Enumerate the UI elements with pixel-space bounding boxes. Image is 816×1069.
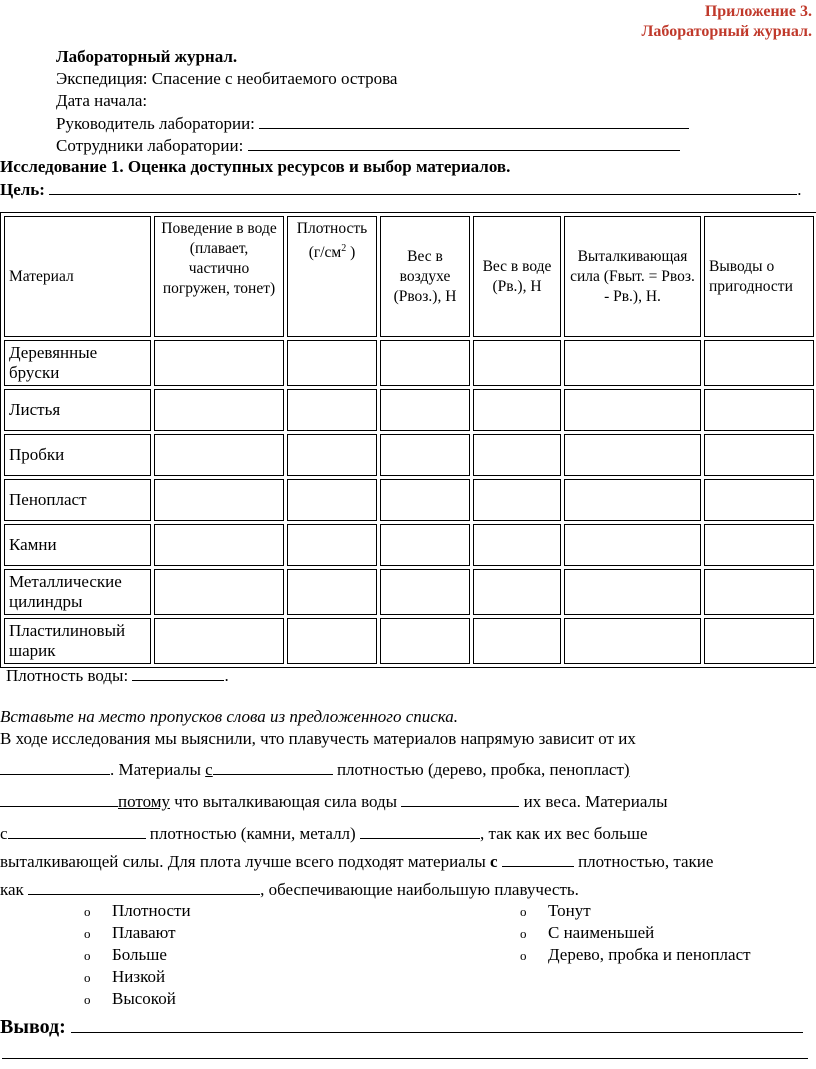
cell-input[interactable] xyxy=(704,618,814,664)
cell-input[interactable] xyxy=(564,524,701,566)
table-row xyxy=(4,524,814,566)
instruction-text: Вставьте на место пропусков слова из предложенного списка. xyxy=(0,707,459,726)
conclusion-extra-line[interactable] xyxy=(2,1058,808,1059)
lab-staff-field[interactable] xyxy=(248,134,680,151)
blank-5[interactable] xyxy=(8,822,146,839)
cell-input[interactable] xyxy=(473,434,561,476)
cell-input[interactable] xyxy=(704,340,814,386)
list-item: o Дерево, пробка и пенопласт xyxy=(520,945,751,964)
cell-input[interactable] xyxy=(154,340,284,386)
cell-input[interactable] xyxy=(380,569,470,615)
table-header-row xyxy=(4,216,814,337)
cell-input[interactable] xyxy=(154,389,284,431)
cell-input[interactable] xyxy=(287,479,377,521)
row-material: Пенопласт xyxy=(4,479,151,521)
goal-line: Цель: . xyxy=(0,180,802,199)
cell-input[interactable] xyxy=(380,479,470,521)
cell-input[interactable] xyxy=(564,618,701,664)
row-material: Пластилиновый шарик xyxy=(4,618,151,664)
cell-input[interactable] xyxy=(380,618,470,664)
lab-staff-line xyxy=(56,134,680,157)
cell-input[interactable] xyxy=(473,389,561,431)
start-date-line: Дата начала: xyxy=(56,91,148,110)
goal-field[interactable] xyxy=(49,178,797,195)
cell-input[interactable] xyxy=(704,434,814,476)
cell-input[interactable] xyxy=(704,524,814,566)
water-density-field[interactable] xyxy=(132,664,224,681)
cell-input[interactable] xyxy=(704,479,814,521)
cell-input[interactable] xyxy=(473,524,561,566)
header-density: Плотность ($г/см^2$ ) xyxy=(287,216,377,337)
list-item: o Плавают xyxy=(84,923,176,942)
cell-input[interactable] xyxy=(287,340,377,386)
table-row xyxy=(4,569,814,615)
cell-input[interactable] xyxy=(287,434,377,476)
lab-head-label: Руководитель лаборатории: xyxy=(56,114,255,133)
paragraph-line-3: потому что выталкивающая сила воды их веса. Материалы xyxy=(0,790,668,813)
row-material: Деревянные бруски xyxy=(4,340,151,386)
header-buoyant-force: Выталкивающая сила (Fвыт. = Рвоз. - Рв.), Н. xyxy=(564,216,701,337)
blank-6[interactable] xyxy=(360,822,480,839)
list-item: o Высокой xyxy=(84,989,176,1008)
bullet-icon: o xyxy=(520,948,527,963)
blank-2[interactable] xyxy=(213,758,333,775)
cell-input[interactable] xyxy=(564,434,701,476)
cell-input[interactable] xyxy=(704,569,814,615)
header-material: Материал xyxy=(4,216,151,337)
cell-input[interactable] xyxy=(154,618,284,664)
blank-7[interactable] xyxy=(502,850,574,867)
cell-input[interactable] xyxy=(564,479,701,521)
materials-table xyxy=(0,212,816,668)
blank-8[interactable] xyxy=(28,878,260,895)
header-weight-air: Вес в воздухе (Рвоз.), Н xyxy=(380,216,470,337)
bullet-icon: o xyxy=(84,926,91,941)
appendix-label: Приложение 3. xyxy=(704,3,812,20)
bullet-icon: o xyxy=(520,926,527,941)
bullet-icon: o xyxy=(84,948,91,963)
blank-1[interactable] xyxy=(0,758,110,775)
cell-input[interactable] xyxy=(154,569,284,615)
paragraph-line-6: как , обеспечивающие наибольшую плавучесть. xyxy=(0,880,579,899)
row-material: Листья xyxy=(4,389,151,431)
row-material: Камни xyxy=(4,524,151,566)
bullet-icon: o xyxy=(84,904,91,919)
paragraph-line-1: В ходе исследования мы выяснили, что плавучесть материалов напрямую зависит от их xyxy=(0,729,636,748)
cell-input[interactable] xyxy=(704,389,814,431)
cell-input[interactable] xyxy=(473,618,561,664)
conclusion-label: Вывод: xyxy=(0,1016,66,1038)
paragraph-line-4: с плотностью (камни, металл) , так как их вес больше xyxy=(0,824,648,843)
goal-label: Цель: xyxy=(0,180,45,199)
header-weight-water: Вес в воде (Рв.), Н xyxy=(473,216,561,337)
options-left-list xyxy=(84,900,191,1010)
bullet-icon: o xyxy=(84,970,91,985)
cell-input[interactable] xyxy=(564,389,701,431)
cell-input[interactable] xyxy=(473,569,561,615)
water-density-label: Плотность воды: xyxy=(6,666,129,685)
cell-input[interactable] xyxy=(287,524,377,566)
table-row xyxy=(4,434,814,476)
cell-input[interactable] xyxy=(287,618,377,664)
conclusion-line xyxy=(0,1014,803,1039)
table-row xyxy=(4,340,814,386)
blank-4[interactable] xyxy=(401,790,519,807)
table-row xyxy=(4,479,814,521)
table-row xyxy=(4,618,814,664)
list-item: o Низкой xyxy=(84,967,166,986)
study-title: Исследование 1. Оценка доступных ресурсов и выбор материалов. xyxy=(0,157,511,176)
header-behavior: Поведение в воде (плавает, частично погружен, тонет) xyxy=(154,216,284,337)
blank-3[interactable] xyxy=(0,790,118,807)
conclusion-field[interactable] xyxy=(71,1014,803,1033)
lab-head-field[interactable] xyxy=(259,112,689,129)
cell-input[interactable] xyxy=(380,389,470,431)
paragraph-line-5: выталкивающей силы. Для плота лучше всего подходят материалы с плотностью, такие xyxy=(0,852,714,871)
paragraph-line-2: . Материалы с плотностью (дерево, пробка, пенопласт) xyxy=(0,758,630,781)
lab-head-line xyxy=(56,112,689,135)
lab-staff-label: Сотрудники лаборатории: xyxy=(56,136,244,155)
list-item: o Больше xyxy=(84,945,167,964)
cell-input[interactable] xyxy=(473,479,561,521)
row-material: Пробки xyxy=(4,434,151,476)
list-item: o С наименьшей xyxy=(520,923,655,942)
cell-input[interactable] xyxy=(154,479,284,521)
expedition-line: Экспедиция: Спасение с необитаемого острова xyxy=(56,69,398,88)
water-density-line: Плотность воды: . xyxy=(6,666,229,685)
cell-input[interactable] xyxy=(154,434,284,476)
table-row xyxy=(4,389,814,431)
appendix-subtitle: Лабораторный журнал. xyxy=(641,23,812,40)
options-right-list xyxy=(520,900,751,966)
cell-input[interactable] xyxy=(380,434,470,476)
cell-input[interactable] xyxy=(380,524,470,566)
cell-input[interactable] xyxy=(287,389,377,431)
cell-input[interactable] xyxy=(154,524,284,566)
list-item: o Тонут xyxy=(520,901,591,920)
cell-input[interactable] xyxy=(564,569,701,615)
row-material: Металлические цилиндры xyxy=(4,569,151,615)
bullet-icon: o xyxy=(84,992,91,1007)
cell-input[interactable] xyxy=(473,340,561,386)
journal-title: Лабораторный журнал. xyxy=(56,47,238,66)
cell-input[interactable] xyxy=(564,340,701,386)
bullet-icon: o xyxy=(520,904,527,919)
list-item: o Плотности xyxy=(84,901,191,920)
cell-input[interactable] xyxy=(380,340,470,386)
header-conclusions: Выводы о пригодности xyxy=(704,216,814,337)
cell-input[interactable] xyxy=(287,569,377,615)
